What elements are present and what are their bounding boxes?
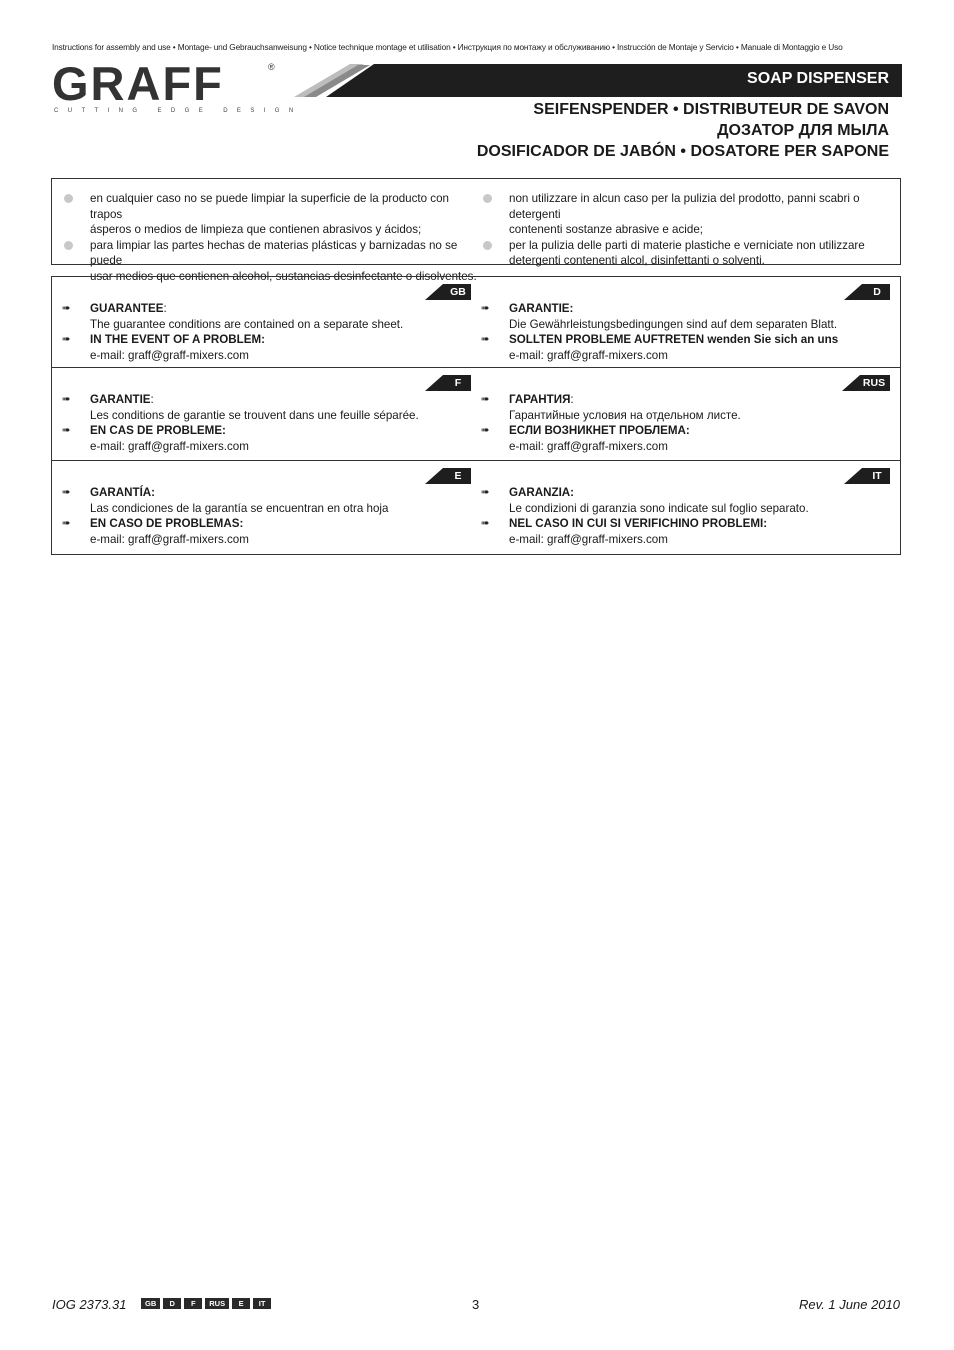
problem-heading-line bbox=[52, 516, 472, 532]
contact-email[interactable]: e-mail: graff@graff-mixers.com bbox=[509, 348, 668, 362]
problem-heading-line bbox=[471, 332, 891, 348]
problem-heading: NEL CASO IN CUI SI VERIFICHINO PROBLEMI: bbox=[509, 517, 768, 530]
arrow-right-icon: ➠ bbox=[62, 334, 71, 345]
lang-tag-f: F bbox=[184, 1298, 202, 1309]
arrow-right-icon: ➠ bbox=[481, 487, 490, 498]
heading-suffix: : bbox=[570, 393, 574, 406]
guarantee-text-line bbox=[52, 501, 472, 517]
arrow-right-icon: ➠ bbox=[62, 425, 71, 436]
product-title: SOAP DISPENSER bbox=[747, 70, 889, 87]
guarantee-section-d bbox=[471, 301, 891, 363]
guarantee-heading: GUARANTEE bbox=[90, 302, 164, 315]
language-tag-label: RUS bbox=[862, 377, 886, 389]
revision-date: Rev. 1 June 2010 bbox=[799, 1297, 900, 1312]
subtitle-line-3: DOSIFICADOR DE JABÓN • DOSATORE PER SAPONE bbox=[476, 143, 889, 160]
graff-logo bbox=[52, 57, 303, 120]
contact-email[interactable]: e-mail: graff@graff-mixers.com bbox=[90, 532, 249, 546]
footer-language-tags bbox=[141, 1298, 271, 1309]
contact-email[interactable]: e-mail: graff@graff-mixers.com bbox=[509, 439, 668, 453]
lang-tag-it: IT bbox=[253, 1298, 271, 1309]
arrow-right-icon: ➠ bbox=[62, 487, 71, 498]
bullet-dot-icon bbox=[64, 194, 73, 203]
care-item: non utilizzare in alcun caso per la pulizia del prodotto, panni scabri o detergenti bbox=[471, 191, 901, 222]
care-col-italian bbox=[471, 191, 901, 269]
guarantee-heading: ГАРАНТИЯ bbox=[509, 393, 571, 406]
bullet-dot-icon bbox=[483, 194, 492, 203]
page-number: 3 bbox=[472, 1297, 480, 1312]
language-tag-label: IT bbox=[872, 470, 882, 482]
arrow-right-icon: ➠ bbox=[481, 394, 490, 405]
logo-tagline: CUTTING EDGE DESIGN bbox=[54, 108, 303, 114]
care-item: per la pulizia delle parti di materie plastiche e verniciate non utilizzare bbox=[471, 238, 901, 254]
contact-email[interactable]: e-mail: graff@graff-mixers.com bbox=[90, 439, 249, 453]
guarantee-heading: GARANTIE: bbox=[509, 302, 574, 315]
care-item-cont: ásperos o medios de limpieza que contienen abrasivos y ácidos; bbox=[90, 223, 422, 236]
contact-email-line bbox=[52, 532, 472, 548]
guarantee-text: Las condiciones de la garantía se encuentran en otra hoja bbox=[90, 501, 389, 515]
problem-heading: EN CAS DE PROBLEME: bbox=[90, 424, 226, 437]
arrow-right-icon: ➠ bbox=[62, 303, 71, 314]
subtitle-line-2: ДОЗАТОР ДЛЯ МЫЛА bbox=[717, 122, 889, 139]
guarantee-text-line bbox=[471, 501, 891, 517]
care-item: en cualquier caso no se puede limpiar la superficie de la producto con trapos bbox=[52, 191, 477, 222]
guarantee-heading: GARANTIE bbox=[90, 393, 151, 406]
guarantee-text-line bbox=[52, 408, 472, 424]
arrow-right-icon: ➠ bbox=[62, 394, 71, 405]
guarantee-section-rus bbox=[471, 392, 891, 454]
guarantee-heading: GARANZIA: bbox=[509, 486, 575, 499]
lang-tag-d: D bbox=[163, 1298, 181, 1309]
row-divider bbox=[52, 367, 900, 368]
guarantee-text: Les conditions de garantie se trouvent dans une feuille séparée. bbox=[90, 408, 419, 422]
heading-suffix: : bbox=[150, 393, 154, 406]
problem-heading: SOLLTEN PROBLEME AUFTRETEN wenden Sie sich an uns bbox=[509, 333, 839, 346]
lang-tag-gb: GB bbox=[141, 1298, 160, 1309]
guarantee-heading-line bbox=[471, 301, 891, 317]
arrow-right-icon: ➠ bbox=[481, 518, 490, 529]
contact-email-line bbox=[471, 348, 891, 364]
problem-heading: EN CASO DE PROBLEMAS: bbox=[90, 517, 244, 530]
guarantee-heading-line bbox=[471, 485, 891, 501]
arrow-right-icon: ➠ bbox=[481, 303, 490, 314]
lang-tag-rus: RUS bbox=[205, 1298, 229, 1309]
guarantee-heading-line bbox=[52, 485, 472, 501]
care-instructions-box bbox=[51, 178, 901, 283]
arrow-right-icon: ➠ bbox=[481, 425, 490, 436]
logo-wordmark: GRAFF bbox=[52, 57, 224, 110]
language-tag-label: GB bbox=[450, 286, 466, 298]
care-item-cont: contenenti sostanze abrasive e acide; bbox=[509, 223, 703, 236]
document-instructions-line: Instructions for assembly and use • Montage- und Gebrauchsanweisung • Notice technique montage et utilisation • Инструкция по монтажу и обслуживанию • Instrucción de Montaje y Servicio • Manuale di Montaggio e Uso bbox=[52, 42, 843, 52]
subtitle-line-1: SEIFENSPENDER • DISTRIBUTEUR DE SAVON bbox=[533, 101, 889, 118]
guarantee-heading-line bbox=[471, 392, 891, 408]
guarantee-heading: GARANTÍA: bbox=[90, 486, 156, 499]
problem-heading: ЕСЛИ ВОЗНИКНЕТ ПРОБЛЕМА: bbox=[509, 424, 690, 437]
contact-email[interactable]: e-mail: graff@graff-mixers.com bbox=[509, 532, 668, 546]
registered-mark: ® bbox=[268, 62, 275, 72]
lang-tag-e: E bbox=[232, 1298, 250, 1309]
care-col-spanish bbox=[52, 191, 477, 284]
contact-email-line bbox=[471, 439, 891, 455]
care-item-cont: usar medios que contienen alcohol, sustancias desinfectante o disolventes. bbox=[90, 269, 477, 283]
row-divider bbox=[52, 460, 900, 461]
guarantee-text: Le condizioni di garanzia sono indicate sul foglio separato. bbox=[509, 501, 809, 515]
guarantee-section-f bbox=[52, 392, 472, 454]
guarantee-text-line bbox=[52, 317, 472, 333]
guarantee-text-line bbox=[471, 408, 891, 424]
contact-email[interactable]: e-mail: graff@graff-mixers.com bbox=[90, 348, 249, 362]
heading-suffix: : bbox=[163, 302, 167, 315]
contact-email-line bbox=[52, 348, 472, 364]
language-tag-label: F bbox=[454, 377, 462, 389]
problem-heading-line bbox=[52, 423, 472, 439]
guarantee-heading-line bbox=[52, 392, 472, 408]
language-tag-label: E bbox=[454, 470, 462, 482]
guarantee-section-e bbox=[52, 485, 472, 547]
bullet-dot-icon bbox=[64, 241, 73, 250]
problem-heading-line bbox=[471, 516, 891, 532]
contact-email-line bbox=[471, 532, 891, 548]
guarantee-text: Die Gewährleistungsbedingungen sind auf dem separaten Blatt. bbox=[509, 317, 838, 331]
guarantee-text-line bbox=[471, 317, 891, 333]
problem-heading: IN THE EVENT OF A PROBLEM: bbox=[90, 333, 265, 346]
bullet-dot-icon bbox=[483, 241, 492, 250]
guarantee-section-gb bbox=[52, 301, 472, 363]
guarantee-section-it bbox=[471, 485, 891, 547]
arrow-right-icon: ➠ bbox=[481, 334, 490, 345]
guarantee-heading-line bbox=[52, 301, 472, 317]
care-item-cont: detergenti contenenti alcol, disinfettanti o solventi. bbox=[509, 254, 765, 267]
care-item: para limpiar las partes hechas de materias plásticas y barnizadas no se puede bbox=[52, 238, 477, 269]
problem-heading-line bbox=[471, 423, 891, 439]
guarantee-text: Гарантийные условия на отдельном листе. bbox=[509, 408, 741, 422]
arrow-right-icon: ➠ bbox=[62, 518, 71, 529]
language-tag-label: D bbox=[873, 286, 881, 298]
problem-heading-line bbox=[52, 332, 472, 348]
document-code: IOG 2373.31 bbox=[52, 1297, 127, 1312]
contact-email-line bbox=[52, 439, 472, 455]
guarantee-text: The guarantee conditions are contained on a separate sheet. bbox=[90, 317, 404, 331]
